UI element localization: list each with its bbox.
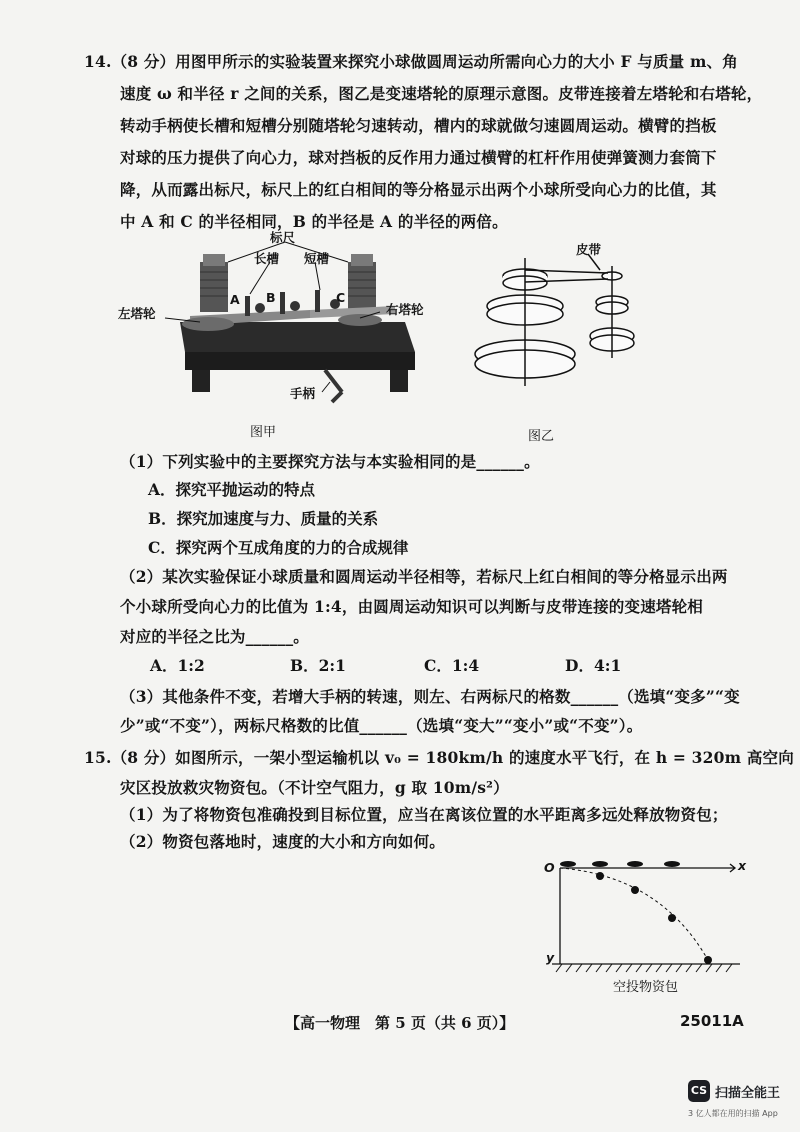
label-biaochi: 标尺: [270, 230, 296, 245]
caption-airdrop: 空投物资包: [613, 980, 679, 995]
label-y-axis: y: [546, 950, 555, 965]
scanner-watermark: [688, 1080, 796, 1128]
q14-part2-line-3: 对应的半径之比为______。: [120, 627, 310, 646]
q15-line-2: 灾区投放救灾物资包。（不计空气阻力，g 取 10m/s²）: [120, 778, 509, 797]
q15-line-1: 15.（8 分）如图所示，一架小型运输机以 v₀ = 180km/h 的速度水平飞行，在 h = 320m 高空向: [84, 748, 794, 767]
q14-part3-line-1: （3）其他条件不变，若增大手柄的转速，则左、右两标尺的格数______（选填“变多”“变: [120, 687, 740, 706]
q14-part2-line-1: （2）某次实验保证小球质量和圆周运动半径相等，若标尺上红白相间的等分格显示出两: [120, 567, 728, 586]
q14-line-1: 14.（8 分）用图甲所示的实验装置来探究小球做圆周运动所需向心力的大小 F 与质量 m、角: [84, 52, 738, 71]
scanner-app-name: 扫描全能王: [715, 1086, 781, 1101]
pulley-diagram: [470, 236, 650, 406]
figure-yi: [470, 236, 650, 406]
airdrop-trajectory: [540, 856, 750, 976]
label-b: B: [266, 290, 276, 305]
caption-jia: 图甲: [250, 425, 277, 440]
label-c: C: [336, 290, 346, 305]
q14-part2-option-d: D．4:1: [565, 656, 622, 675]
label-left-tower-wheel: 左塔轮: [118, 306, 156, 321]
label-changcao: 长槽: [254, 251, 280, 266]
label-duancao: 短槽: [304, 251, 330, 266]
figure-jia: [110, 232, 430, 442]
q14-part1-option-a: A．探究平抛运动的特点: [148, 480, 316, 499]
label-origin: O: [544, 860, 555, 875]
q14-part2-option-b: B．2:1: [290, 656, 346, 675]
caption-yi: 图乙: [528, 429, 555, 444]
q14-part2-option-a: A．1:2: [150, 656, 205, 675]
q14-part2-option-c: C．1:4: [424, 656, 480, 675]
page-footer: 【高一物理 第 5 页（共 6 页）】: [285, 1014, 515, 1032]
q14-part3-line-2: 少”或“不变”），两标尺格数的比值______（选填“变大”“变小”或“不变”）。: [120, 716, 643, 735]
q14-line-3: 转动手柄使长槽和短槽分别随塔轮匀速转动，槽内的球就做匀速圆周运动。横臂的挡板: [120, 116, 717, 135]
figure-airdrop: [540, 856, 750, 976]
exam-code: 25011A: [680, 1012, 744, 1030]
label-shoubing: 手柄: [290, 386, 316, 401]
q14-part1-stem: （1）下列实验中的主要探究方法与本实验相同的是______。: [120, 452, 540, 471]
q14-part2-line-2: 个小球所受向心力的比值为 1:4，由圆周运动知识可以判断与皮带连接的变速塔轮相: [120, 597, 703, 616]
q15-part-2: （2）物资包落地时，速度的大小和方向如何。: [120, 832, 445, 851]
label-right-tower-wheel: 右塔轮: [386, 302, 424, 317]
q14-line-4: 对球的压力提供了向心力，球对挡板的反作用力通过横臂的杠杆作用使弹簧测力套筒下: [120, 148, 717, 167]
q14-part1-option-b: B．探究加速度与力、质量的关系: [148, 509, 379, 528]
q15-part-1: （1）为了将物资包准确投到目标位置，应当在离该位置的水平距离多远处释放物资包；: [120, 805, 728, 824]
q14-line-5: 降，从而露出标尺，标尺上的红白相间的等分格显示出两个小球所受向心力的比值，其: [120, 180, 717, 199]
scanner-tagline: 3 亿人都在用的扫描 App: [688, 1109, 778, 1118]
q14-line-2: 速度 ω 和半径 r 之间的关系，图乙是变速塔轮的原理示意图。皮带连接着左塔轮和右塔轮，: [120, 84, 763, 103]
label-x-axis: x: [738, 858, 747, 873]
q14-line-6: 中 A 和 C 的半径相同，B 的半径是 A 的半径的两倍。: [120, 212, 508, 231]
scanner-logo-icon: CS: [688, 1080, 710, 1102]
label-a: A: [230, 292, 240, 307]
label-pidai: 皮带: [576, 242, 602, 257]
q14-part1-option-c: C．探究两个互成角度的力的合成规律: [148, 538, 409, 557]
